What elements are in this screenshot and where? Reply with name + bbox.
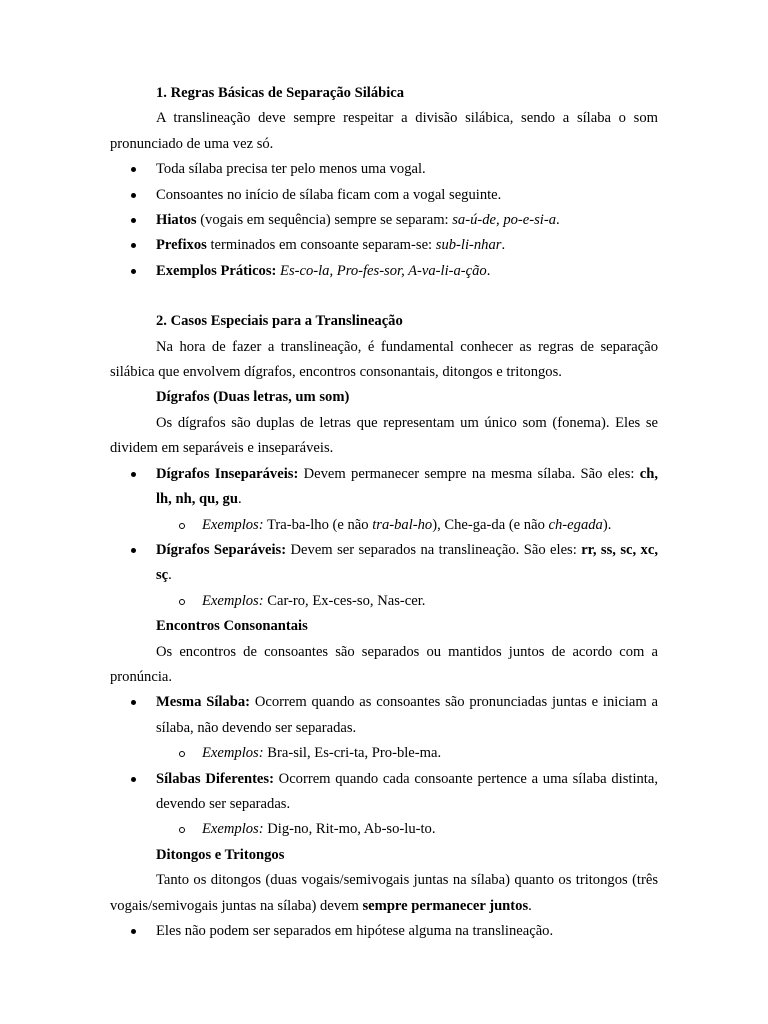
bullet-icon	[131, 700, 136, 705]
list-item: Consoantes no início de sílaba ficam com a vogal seguinte.	[110, 183, 658, 208]
section-2-intro: Na hora de fazer a translineação, é fundamental conhecer as regras de separação silábica que envolvem dígrafos, encontros consonantais, ditongos e tritongos.	[110, 338, 658, 381]
circle-bullet-icon	[179, 523, 185, 529]
sub-list-item: Exemplos: Dig-no, Rit-mo, Ab-so-lu-to.	[110, 817, 658, 842]
bullet-icon	[131, 243, 136, 248]
ditongos-intro: Tanto os ditongos (duas vogais/semivogais juntas na sílaba) quanto os tritongos (três vogais/semivogais juntas na sílaba) devem sempre permanecer juntos.	[110, 872, 658, 914]
list-item: Hiatos (vogais em sequência) sempre se separam: sa-ú-de, po-e-si-a.	[110, 208, 658, 233]
section-spacer	[110, 284, 658, 309]
section-2-title: 2. Casos Especiais para a Translineação	[156, 313, 403, 330]
sub-list-item: Exemplos: Bra-sil, Es-cri-ta, Pro-ble-ma.	[110, 741, 658, 766]
circle-bullet-icon	[179, 827, 185, 833]
section-1-rules-list	[110, 157, 658, 284]
sub-list-item: Exemplos: Car-ro, Ex-ces-so, Nas-cer.	[110, 589, 658, 614]
section-1-title: 1. Regras Básicas de Separação Silábica	[156, 85, 405, 101]
digrafos-intro: Os dígrafos são duplas de letras que representam um único som (fonema). Eles se dividem em separáveis e inseparáveis.	[110, 414, 658, 457]
list-item: Exemplos Práticos: Es-co-la, Pro-fes-sor, A-va-li-a-ção.	[110, 259, 658, 284]
digrafos-list	[110, 462, 658, 614]
list-item: Prefixos terminados em consoante separam-se: sub-li-nhar.	[110, 233, 658, 258]
list-item: Mesma Sílaba: Ocorrem quando as consoantes são pronunciadas juntas e iniciam a sílaba, não devendo ser separadas.	[110, 690, 658, 741]
bullet-icon	[131, 167, 136, 172]
list-item: Dígrafos Inseparáveis: Devem permanecer sempre na mesma sílaba. São eles: ch, lh, nh, qu, gu.	[110, 462, 658, 513]
list-item: Dígrafos Separáveis: Devem ser separados na translineação. São eles: rr, ss, sc, xc, sç.	[110, 538, 658, 589]
sub-list-item: Exemplos: Tra-ba-lho (e não tra-bal-ho), Che-ga-da (e não ch-egada).	[110, 513, 658, 538]
encontros-heading: Encontros Consonantais	[156, 618, 308, 635]
list-item: Sílabas Diferentes: Ocorrem quando cada consoante pertence a uma sílaba distinta, devendo ser separadas.	[110, 767, 658, 818]
bullet-icon	[131, 218, 136, 223]
section-1-intro: A translineação deve sempre respeitar a divisão silábica, sendo a sílaba o som pronunciado de uma vez só.	[110, 110, 658, 152]
bullet-icon	[131, 777, 136, 782]
ditongos-list	[110, 919, 658, 944]
encontros-list	[110, 690, 658, 842]
encontros-intro: Os encontros de consoantes são separados ou mantidos juntos de acordo com a pronúncia.	[110, 643, 658, 685]
bullet-icon	[131, 269, 136, 274]
bullet-icon	[131, 929, 136, 934]
bullet-icon	[131, 193, 136, 198]
list-item: Toda sílaba precisa ter pelo menos uma vogal.	[110, 157, 658, 182]
circle-bullet-icon	[179, 599, 185, 605]
document-page	[110, 81, 658, 944]
circle-bullet-icon	[179, 751, 185, 757]
digrafos-heading: Dígrafos (Duas letras, um som)	[156, 389, 350, 406]
bullet-icon	[131, 472, 136, 477]
ditongos-heading: Ditongos e Tritongos	[156, 846, 285, 863]
bullet-icon	[131, 548, 136, 553]
list-item: Eles não podem ser separados em hipótese alguma na translineação.	[110, 919, 658, 944]
